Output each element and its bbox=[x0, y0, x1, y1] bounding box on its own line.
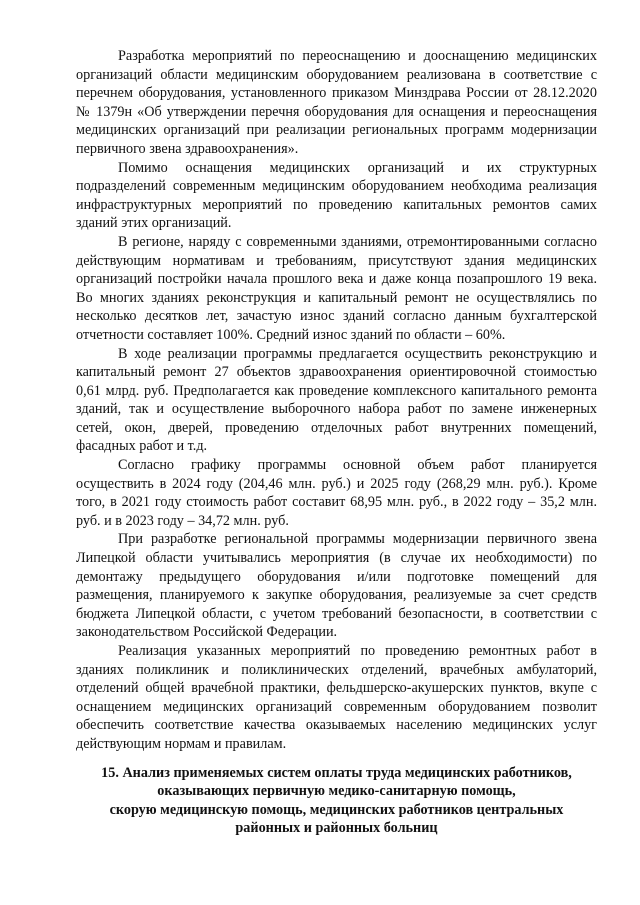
section-heading-line: скорую медицинскую помощь, медицинских работников центральных bbox=[109, 801, 564, 818]
paragraph-regional-program: При разработке региональной программы модернизации первичного звена Липецкой области учитывались мероприятия (в случае их необходимости) по демонтажу предыдущего оборудования и/или подготовке помещений для размещения, планируемого к закупке оборудования, реализуемые за счет средств бюджета Липецкой области, с учетом требований безопасности, в соответствии с законодательством Российской Федерации. bbox=[76, 531, 597, 641]
section-heading bbox=[76, 764, 597, 838]
paragraph-reconstruction-plan: В ходе реализации программы предлагается осуществить реконструкцию и капитальный ремонт 27 объектов здравоохранения ориентировочной стоимостью 0,61 млрд. руб. Предполагается как проведение комплексного капитального ремонта зданий, так и осуществление выборочного набора работ по замене инженерных сетей, окон, дверей, проведению отделочных работ внутренних помещений, фасадных работ и т.д. bbox=[76, 345, 597, 455]
section-heading-line: районных и районных больниц bbox=[235, 820, 438, 837]
paragraph-building-wear: В регионе, наряду с современными зданиями, отремонтированными согласно действующим нормативам и требованиям, присутствуют здания медицинских организаций постройки начала прошлого века и даже конца позапрошлого 19 века. Во многих зданиях реконструкция и капитальный ремонт не осуществлялись по несколько десятков лет, зачастую износ зданий согласно данным бухгалтерской отчетности составляет 100%. Средний износ зданий по области – 60%. bbox=[76, 233, 597, 343]
paragraph-equipment-order: Разработка мероприятий по переоснащению и дооснащению медицинских организаций области медицинским оборудованием реализована в соответствие с перечнем оборудования, установленного приказом Минздрава России от 28.12.2020 № 1379н «Об утверждении перечня оборудования для оснащения и переоснащения медицинских организаций при реализации региональных программ модернизации первичного звена здравоохранения». bbox=[76, 48, 597, 157]
paragraph-implementation-result: Реализация указанных мероприятий по проведению ремонтных работ в зданиях поликлиник и поликлинических отделений, врачебных амбулаторий, отделений общей врачебной практики, фельдшерско-акушерских пунктов, вкупе с оснащением медицинских организаций современным оборудованием позволит обеспечить соответствие качества оказываемых населению медицинских услуг действующим нормам и правилам. bbox=[76, 643, 597, 752]
paragraph-infrastructure: Помимо оснащения медицинских организаций и их структурных подразделений современным медицинским оборудованием необходима реализация инфраструктурных мероприятий по проведению капитальных ремонтов самих зданий этих организаций. bbox=[76, 159, 597, 232]
document-body bbox=[76, 47, 597, 754]
section-heading-line: оказывающих первичную медико-санитарную помощь, bbox=[157, 783, 516, 800]
paragraph-schedule-costs: Согласно графику программы основной объем работ планируется осуществить в 2024 году (204,46 млн. руб.) и 2025 году (268,29 млн. руб.). Кроме того, в 2021 году стоимость работ составит 68,95 млн. руб., в 2022 году – 35,2 млн. руб. и в 2023 году – 34,72 млн. руб. bbox=[76, 457, 597, 529]
section-heading-line: 15. Анализ применяемых систем оплаты труда медицинских работников, bbox=[101, 765, 572, 781]
